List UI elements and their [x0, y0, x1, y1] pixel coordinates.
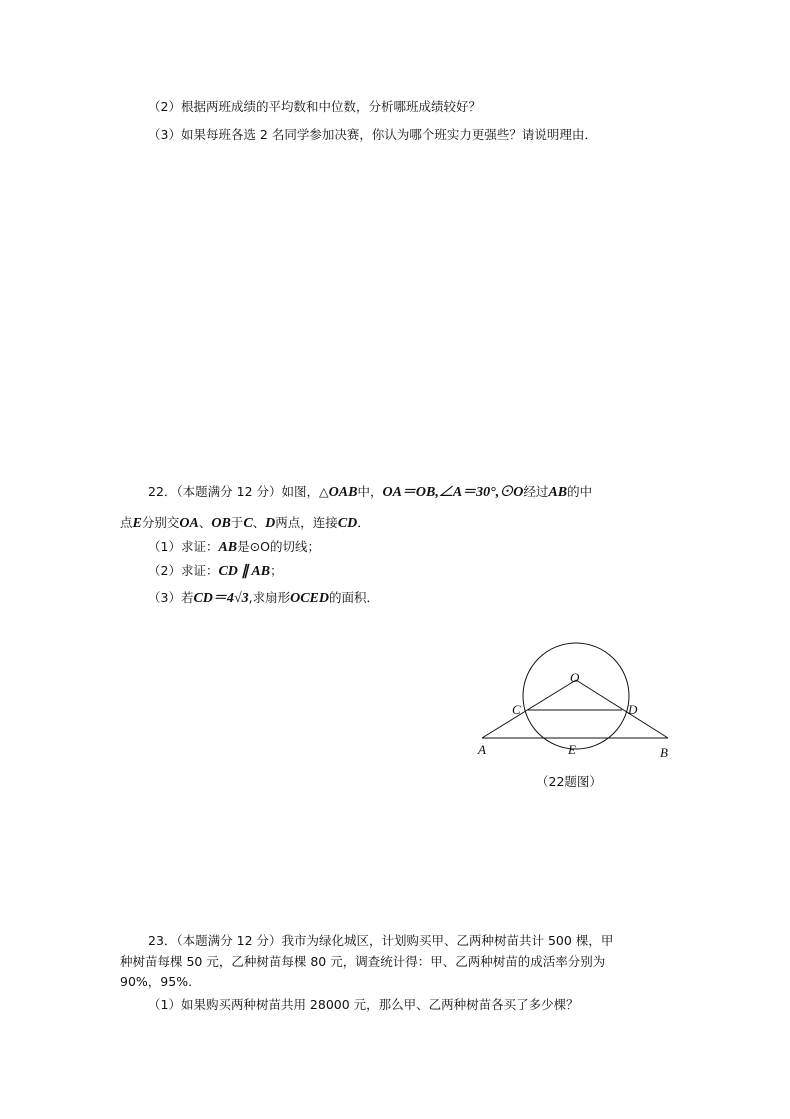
q22-comma1: 、 — [198, 515, 212, 530]
q22-dot: ． — [357, 515, 370, 530]
q22-yu: 于 — [230, 515, 244, 530]
q22-part2-parallel: CD ∥ AB — [218, 564, 271, 579]
q22-part1-ab: AB — [218, 540, 238, 555]
q22-part1-suffix: 是⊙O的切线； — [237, 539, 320, 554]
q22-pass: 经过 — [523, 484, 549, 499]
sector-name: OCED — [290, 591, 329, 606]
q22-part1 — [148, 538, 320, 557]
q23-part1: （1）如果购买两种树苗共用 28000 元，那么甲、乙两种树苗各买了多少棵？ — [148, 997, 579, 1012]
q23-line3: 90%，95%． — [120, 974, 201, 989]
segment-oa: OA — [179, 516, 199, 531]
q21-part2: （2）根据两班成绩的平均数和中位数，分析哪班成绩较好？ — [148, 99, 481, 114]
circle-o: ,⊙O — [495, 485, 524, 500]
q22-part3-prefix: （3）若 — [148, 590, 194, 605]
q22-mid: 中， — [357, 484, 383, 499]
q22-part3-mid: ,求扇形 — [248, 590, 291, 605]
line-ao — [482, 680, 576, 738]
segment-ab: AB — [548, 485, 568, 500]
triangle-symbol: △ — [319, 484, 329, 499]
segment-ob: OB — [211, 516, 231, 531]
label-a: A — [478, 742, 486, 757]
label-o: O — [570, 670, 580, 685]
segment-cd: CD — [337, 516, 358, 531]
point-e: E — [132, 516, 142, 531]
q23-line2: 种树苗每棵 50 元，乙种树苗每棵 80 元，调查统计得：甲、乙两种树苗的成活率分别为 — [120, 954, 606, 969]
q22-lead: 22．（本题满分 12 分）如图， — [148, 484, 320, 499]
circle-o-shape — [523, 643, 629, 749]
q22-pt: 点 — [120, 515, 133, 530]
q23-line1: 23．（本题满分 12 分）我市为绿化城区，计划购买甲、乙两种树苗共计 500 棵，甲 — [148, 933, 614, 948]
label-d: D — [628, 702, 638, 717]
q22-part2 — [148, 562, 283, 581]
q22-part3-equation: CD＝4√3 — [193, 591, 249, 606]
label-e: E — [568, 742, 576, 757]
q22-part2-suffix: ； — [270, 563, 283, 578]
q22-end1: 的中 — [567, 484, 593, 499]
line-ob — [576, 680, 668, 738]
q21-part3: （3）如果每班各选 2 名同学参加决赛，你认为哪个班实力更强些？请说明理由． — [148, 127, 597, 142]
q22-part2-prefix: （2）求证： — [148, 563, 219, 578]
label-b: B — [660, 745, 668, 760]
q22-part1-prefix: （1）求证： — [148, 539, 219, 554]
triangle-name: OAB — [328, 485, 358, 500]
label-c: C — [512, 702, 521, 717]
q22-comma2: 、 — [252, 515, 266, 530]
q22-sep: 分别交 — [141, 515, 180, 530]
q22-part3 — [148, 589, 379, 608]
q22-line1 — [148, 483, 592, 502]
point-c: C — [243, 516, 253, 531]
q22-two: 两点，连接 — [275, 515, 338, 530]
q22-condition: OA＝OB,∠A＝30° — [382, 485, 496, 500]
q22-part3-suffix: 的面积． — [328, 590, 379, 605]
figure-caption: （22题图） — [536, 774, 602, 789]
q22-line2 — [120, 514, 370, 533]
q22-figure — [470, 630, 700, 770]
point-d: D — [265, 516, 276, 531]
